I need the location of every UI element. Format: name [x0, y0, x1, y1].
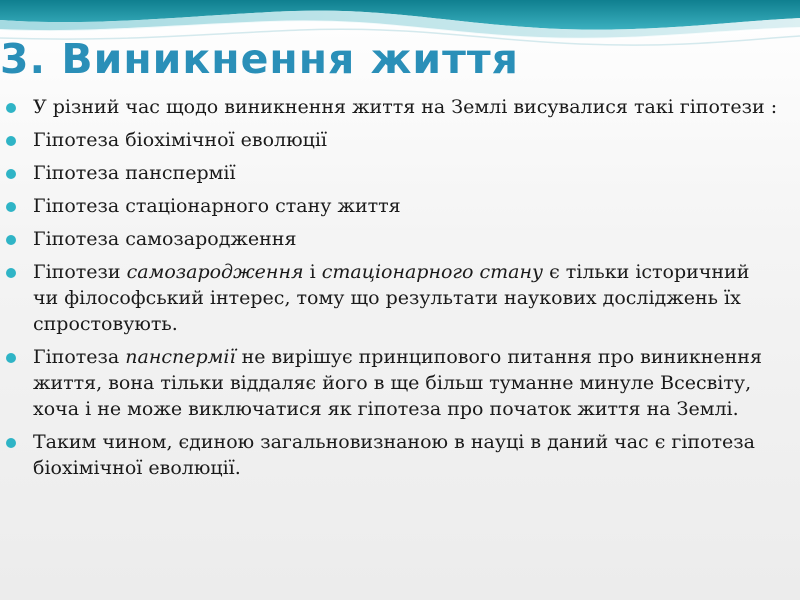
bullet-list — [0, 94, 780, 488]
text-segment: Гіпотеза самозародження — [33, 228, 297, 250]
text-segment: Гіпотеза — [33, 346, 126, 368]
slide-title: 3. Виникнення життя — [0, 35, 520, 83]
text-segment: не вирішує принципового питання про виникнення життя, вона тільки віддаляє його в ще більш туманне минуле Всесвіту, хоча і не може виключатися як гіпотеза про початок життя на Землі. — [33, 346, 762, 420]
text-segment: У різний час щодо виникнення життя на Землі висувалися такі гіпотези : — [33, 96, 778, 118]
bullet-icon — [6, 169, 16, 179]
bullet-icon — [6, 353, 16, 363]
list-item — [0, 429, 780, 481]
text-segment: є тільки історичний чи філософський інтерес, тому що результати наукових досліджень їх спростовують. — [33, 261, 750, 335]
list-item — [0, 259, 780, 337]
bullet-text — [33, 228, 296, 250]
text-segment: Гіпотеза стаціонарного стану життя — [33, 195, 401, 217]
list-item — [0, 94, 780, 120]
text-segment: Гіпотеза панспермії — [33, 162, 236, 184]
bullet-icon — [6, 202, 16, 212]
bullet-icon — [6, 235, 16, 245]
list-item — [0, 193, 780, 219]
bullet-text — [33, 346, 762, 420]
list-item — [0, 127, 780, 153]
text-segment: і — [303, 261, 322, 283]
bullet-icon — [6, 136, 16, 146]
text-segment: Гіпотеза біохімічної еволюції — [33, 129, 327, 151]
emphasis-text: самозародження — [126, 261, 304, 283]
text-segment: Гіпотези — [33, 261, 127, 283]
bullet-icon — [6, 438, 16, 448]
list-item — [0, 160, 780, 186]
bullet-text — [33, 431, 755, 479]
bullet-text — [33, 129, 327, 151]
bullet-text — [33, 261, 749, 335]
list-item — [0, 344, 780, 422]
bullet-icon — [6, 103, 16, 113]
emphasis-text: стаціонарного стану — [321, 261, 544, 283]
bullet-icon — [6, 268, 16, 278]
text-segment: Таким чином, єдиною загальновизнаною в науці в даний час є гіпотеза біохімічної еволюції. — [33, 431, 755, 479]
emphasis-text: панспермії — [125, 346, 236, 368]
bullet-text — [33, 96, 777, 118]
bullet-text — [33, 162, 236, 184]
bullet-text — [33, 195, 401, 217]
list-item — [0, 226, 780, 252]
